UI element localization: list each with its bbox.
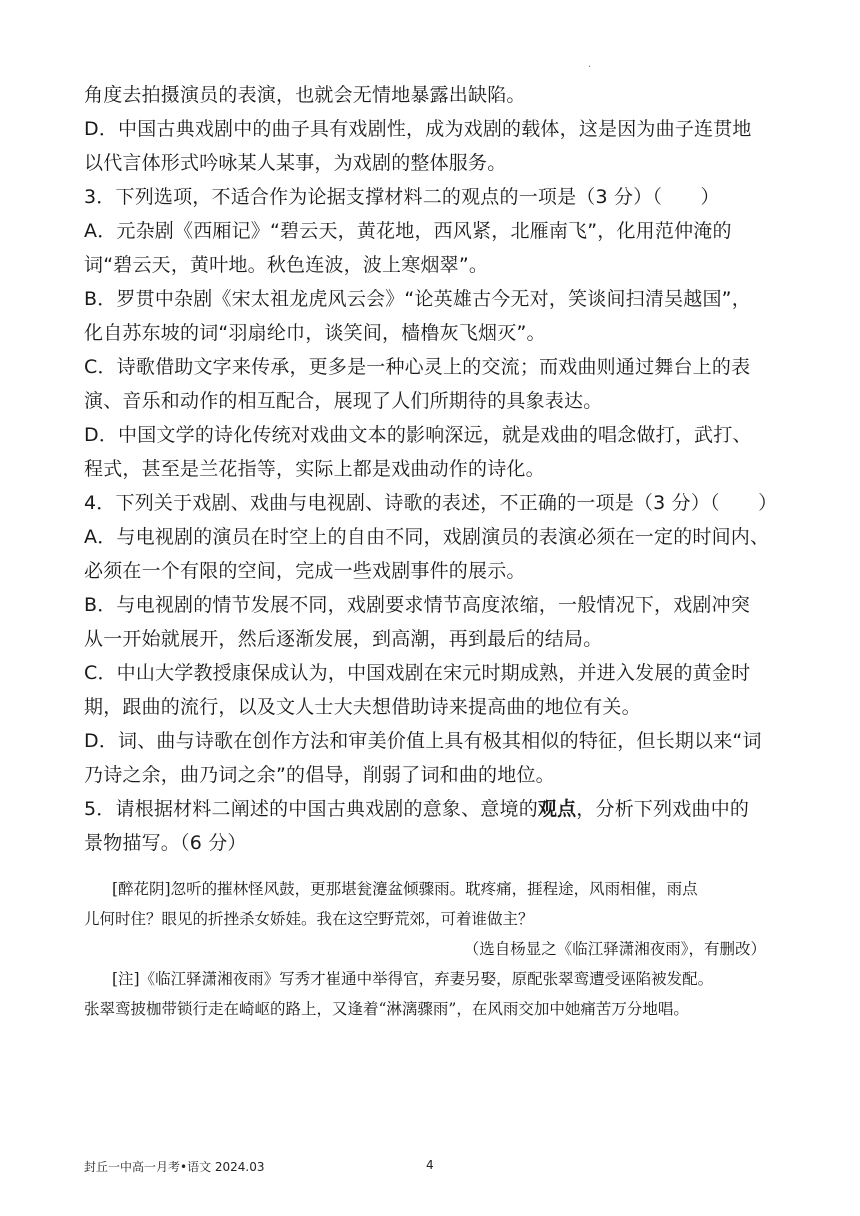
question-5-stem — [84, 792, 784, 826]
drama-excerpt — [84, 874, 784, 1024]
q4-option-a: 必须在一个有限的空间，完成一些戏剧事件的展示。 — [84, 560, 526, 582]
excerpt-line: 儿何时住？眼见的折挫杀女娇娃。我在这空野荒郊，可着谁做主？ — [84, 910, 534, 928]
q5-stem-pre: 5．请根据材料二阐述的中国古典戏剧的意象、意境的 — [84, 798, 538, 820]
q3-option-a: 词“碧云天，黄叶地。秋色连波，波上寒烟翠”。 — [84, 254, 489, 276]
page-content — [84, 78, 784, 1024]
q3-option-d: D．中国文学的诗化传统对戏曲文本的影响深远，就是戏曲的唱念做打，武打、 — [84, 424, 752, 446]
q3-option-a: A．元杂剧《西厢记》“碧云天，黄花地，西风紧，北雁南飞”，化用范仲淹的 — [84, 220, 732, 242]
q5-stem-post: ，分析下列戏曲中的 — [576, 798, 750, 820]
q3-option-b: 化自苏东坡的词“羽扇纶巾，谈笑间，樯橹灰飞烟灭”。 — [84, 322, 546, 344]
footer-label: 封丘一中高一月考•语文 2024.03 — [84, 1160, 265, 1174]
excerpt-note: 张翠鸾披枷带锁行走在崎岖的路上，又逢着“淋漓骤雨”，在风雨交加中她痛苦万分地唱。 — [84, 1000, 689, 1018]
paragraph-line: 角度去拍摄演员的表演，也就会无情地暴露出缺陷。 — [84, 84, 526, 106]
option-d-line: D．中国古典戏剧中的曲子具有戏剧性，成为戏剧的载体，这是因为曲子连贯地 — [84, 118, 752, 140]
question-4-stem: 4．下列关于戏剧、戏曲与电视剧、诗歌的表述，不正确的一项是（3 分）（ ） — [84, 492, 778, 514]
q4-option-d: D．词、曲与诗歌在创作方法和审美价值上具有极其相似的特征，但长期以来“词 — [84, 730, 762, 752]
scan-dot: · — [588, 62, 592, 73]
q3-option-c: 演、音乐和动作的相互配合，展现了人们所期待的具象表达。 — [84, 390, 603, 412]
q4-option-a: A．与电视剧的演员在时空上的自由不同，戏剧演员的表演必须在一定的时间内、 — [84, 526, 770, 548]
q4-option-d: 乃诗之余，曲乃词之余”的倡导，削弱了词和曲的地位。 — [84, 764, 555, 786]
excerpt-note: [注]《临江驿潇湘夜雨》写秀才崔通中举得官，弃妻另娶，原配张翠鸾遭受诬陷被发配。 — [112, 970, 714, 988]
q4-option-b: 从一开始就展开，然后逐渐发展，到高潮，再到最后的结局。 — [84, 628, 603, 650]
q4-option-c: C．中山大学教授康保成认为，中国戏剧在宋元时期成熟，并进入发展的黄金时 — [84, 662, 751, 684]
excerpt-line: [醉花阴]忽听的摧林怪风鼓，更那堪瓮瀽盆倾骤雨。耽疼痛，捱程途，风雨相催，雨点 — [112, 880, 698, 898]
q4-option-c: 期，跟曲的流行，以及文人士大夫想借助诗来提高曲的地位有关。 — [84, 696, 641, 718]
excerpt-source: （选自杨显之《临江驿潇湘夜雨》，有删改） — [463, 940, 766, 958]
q3-option-d: 程式，甚至是兰花指等，实际上都是戏曲动作的诗化。 — [84, 458, 545, 480]
page-number: 4 — [426, 1158, 434, 1172]
q3-option-b: B．罗贯中杂剧《宋太祖龙虎风云会》“论英雄古今无对，笑谈间扫清吴越国”， — [84, 288, 751, 310]
q3-option-c: C．诗歌借助文字来传承，更多是一种心灵上的交流；而戏曲则通过舞台上的表 — [84, 356, 751, 378]
option-d-line: 以代言体形式吟咏某人某事，为戏剧的整体服务。 — [84, 152, 507, 174]
q5-stem-bold: 观点 — [537, 798, 577, 820]
question-3-stem: 3．下列选项，不适合作为论据支撑材料二的观点的一项是（3 分）（ ） — [84, 186, 720, 208]
question-5-stem-line2: 景物描写。（6 分） — [84, 832, 247, 854]
q4-option-b: B．与电视剧的情节发展不同，戏剧要求情节高度浓缩，一般情况下，戏剧冲突 — [84, 594, 751, 616]
